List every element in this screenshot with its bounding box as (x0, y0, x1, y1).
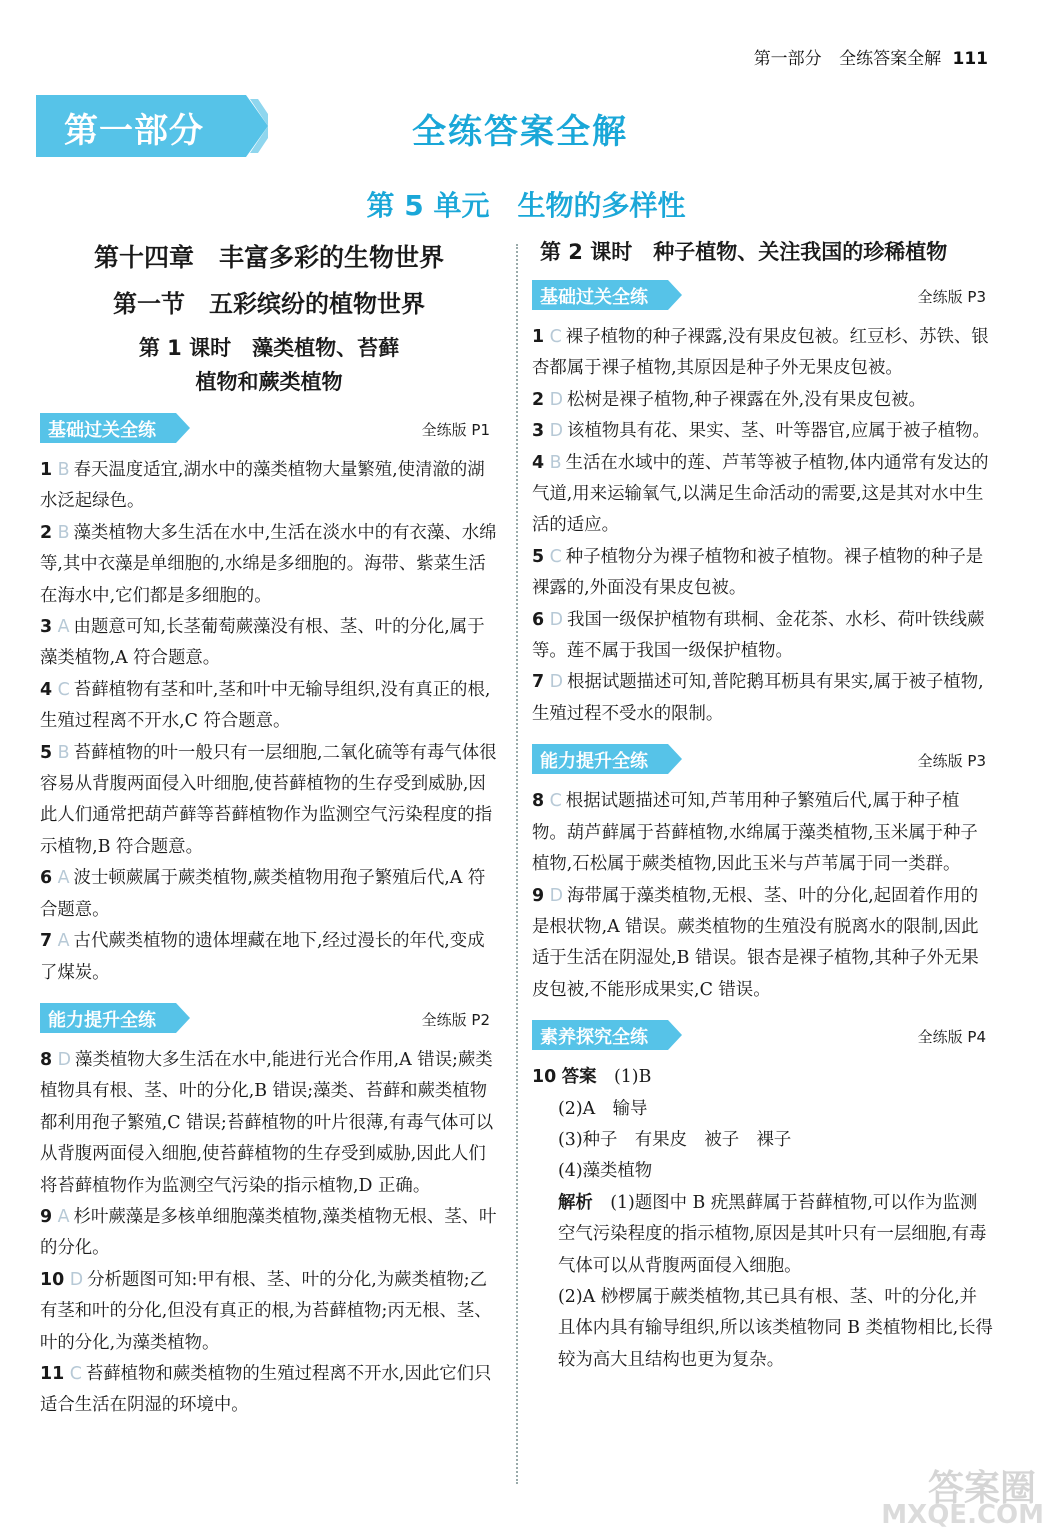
item-explanation: 波士顿蕨属于蕨类植物,蕨类植物用孢子繁殖后代,A 符合题意。 (40, 868, 486, 920)
section-page-ref: 全练版 P4 (917, 1028, 986, 1047)
answer-item (40, 612, 498, 675)
item-number: 2 (532, 389, 545, 410)
answer-letter: D (549, 885, 564, 906)
answer-line (532, 1062, 994, 1093)
item-number: 1 (532, 327, 545, 347)
item-explanation: 根据试题描述可知,芦苇用种子繁殖后代,属于种子植物。葫芦藓属于苔藓植物,水绵属于藻类植物,玉米属于种子植物,石松属于蕨类植物,因此玉米与芦苇属于同一类群。 (532, 791, 978, 875)
analysis-label: 解析 (558, 1192, 593, 1213)
section-tag-label: 素养探究全练 (540, 1027, 648, 1049)
section-tag (40, 1003, 190, 1033)
answer-part: (2)A 输导 (558, 1098, 648, 1119)
item-explanation: 根据试题描述可知,普陀鹅耳枥具有果实,属于被子植物,生殖过程不受水的限制。 (532, 672, 984, 724)
section-tag-label: 基础过关全练 (540, 287, 648, 308)
item-number: 7 (532, 672, 545, 693)
answer-item (40, 675, 498, 738)
section-page-ref: 全练版 P3 (917, 288, 986, 306)
item-number: 5 (40, 742, 53, 763)
running-header (754, 44, 988, 69)
section-tag (532, 1020, 682, 1050)
watermark-line1: 答案圈 (927, 1468, 1036, 1509)
item-explanation: 由题意可知,长茎葡萄蕨藻没有根、茎、叶的分化,属于藻类植物,A 符合题意。 (40, 617, 485, 669)
section-page-ref: 全练版 P2 (421, 1010, 490, 1029)
item-number: 1 (40, 460, 53, 480)
answer-item (40, 455, 498, 518)
column-divider (516, 244, 518, 1484)
watermark-line2: MXQE.COM (881, 1500, 1044, 1530)
answer-item-10 (532, 1062, 994, 1376)
item-explanation: 苔藓植物和蕨类植物的生殖过程离不开水,因此它们只适合生活在阴湿的环境中。 (40, 1363, 492, 1416)
item-number: 8 (532, 791, 545, 812)
item-explanation: 海带属于藻类植物,无根、茎、叶的分化,起固着作用的是根状物,A 错误。蕨类植物的生殖没有脱离水的限制,因此适于生活在阴湿处,B 错误。银杏是裸子植物,其种子外无果皮包被,不能形成果实,C 错误。 (532, 885, 979, 1000)
item-explanation: 古代蕨类植物的遗体埋藏在地下,经过漫长的年代,变成了煤炭。 (40, 931, 485, 983)
answer-item (532, 786, 994, 880)
answer-item (40, 926, 498, 989)
answer-item (40, 1265, 498, 1359)
lesson-title: 第 2 课时 种子植物、关注我国的珍稀植物 (540, 240, 948, 264)
page-number: 111 (952, 49, 988, 69)
answer-letter: C (549, 791, 562, 812)
answer-part: (1)B (613, 1067, 652, 1088)
unit-title: 第 5 单元 生物的多样性 (366, 189, 686, 222)
item-number: 6 (532, 609, 545, 630)
answer-letter: D (549, 609, 564, 630)
item-number: 6 (40, 868, 53, 889)
answer-letter: B (57, 460, 70, 480)
answer-letter: C (57, 679, 70, 700)
answer-item (532, 416, 994, 447)
answer-letter: D (549, 389, 564, 410)
section-tag (532, 280, 682, 310)
item-number: 7 (40, 931, 53, 952)
section-title: 第一节 五彩缤纷的植物世界 (113, 290, 425, 318)
item-number: 4 (40, 679, 53, 700)
item-number: 5 (532, 546, 545, 567)
item-number: 11 (40, 1363, 65, 1384)
item-explanation: 藻类植物大多生活在水中,生活在淡水中的有衣藻、水绵等,其中衣藻是单细胞的,水绵是多细胞的。海带、紫菜生活在海水中,它们都是多细胞的。 (40, 522, 497, 606)
lesson-title-line2: 植物和蕨类植物 (195, 370, 343, 394)
answer-letter: C (549, 327, 562, 347)
section-tag (40, 413, 190, 443)
item-number: 10 (40, 1269, 65, 1290)
item-explanation: 该植物具有花、果实、茎、叶等器官,应属于被子植物。 (567, 421, 990, 442)
answer-letter: D (549, 672, 564, 693)
section-tag-label: 能力提升全练 (540, 751, 648, 773)
lesson-title (40, 331, 498, 399)
answer-letter: A (57, 868, 70, 889)
answer-letter: D (549, 421, 564, 442)
answer-item (40, 1202, 498, 1265)
answer-item (532, 667, 994, 730)
answer-letter: B (57, 522, 70, 543)
answer-letter: D (57, 1049, 72, 1070)
answer-item (532, 448, 994, 542)
analysis (532, 1188, 994, 1282)
item-explanation: 裸子植物的种子裸露,没有果皮包被。红豆杉、苏铁、银杏都属于裸子植物,其原因是种子外无果皮包被。 (532, 327, 989, 379)
answer-item (40, 738, 498, 864)
right-column (532, 236, 994, 1376)
item-explanation: 藻类植物大多生活在水中,能进行光合作用,A 错误;蕨类植物具有根、茎、叶的分化,B 错误;藻类、苔藓和蕨类植物都利用孢子繁殖,C 错误;苔藓植物的叶片很薄,有毒气体可以从背腹两面侵入细胞,使苔藓植物的生存受到威胁,因此人们将苔藓植物作为监测空气污染的指示植物,D 正确。 (40, 1049, 494, 1196)
answer-item (40, 863, 498, 926)
item-explanation: 分析题图可知:甲有根、茎、叶的分化,为蕨类植物;乙有茎和叶的分化,但没有真正的根,为苔藓植物;丙无根、茎、叶的分化,为藻类植物。 (40, 1269, 492, 1353)
section-header-literacy (532, 1020, 994, 1052)
item-explanation: 我国一级保护植物有珙桐、金花茶、水杉、荷叶铁线蕨等。莲不属于我国一级保护植物。 (532, 609, 985, 662)
answer-item (40, 1045, 498, 1202)
section-header-ability (532, 744, 994, 776)
part-badge (36, 95, 268, 157)
item-number: 10 (532, 1067, 557, 1088)
section-tag-label: 基础过关全练 (48, 420, 156, 441)
item-number: 4 (532, 452, 545, 473)
part-badge-label: 第一部分 (64, 111, 204, 151)
item-number: 2 (40, 522, 53, 543)
lesson-title-line1: 第 1 课时 藻类植物、苔藓 (138, 336, 400, 360)
analysis-part: (1)题图中 B 疣黑藓属于苔藓植物,可以作为监测空气污染程度的指示植物,原因是其叶只有一层细胞,有毒气体可以从背腹两面侵入细胞。 (558, 1192, 987, 1276)
answer-item (40, 518, 498, 612)
answer-letter: B (549, 452, 562, 473)
item-number: 3 (40, 617, 53, 638)
chapter-title: 第十四章 丰富多彩的生物世界 (93, 243, 444, 272)
page-title: 全练答案全解 (412, 112, 628, 152)
answer-item (532, 605, 994, 668)
item-explanation: 苔藓植物有茎和叶,茎和叶中无输导组织,没有真正的根,生殖过程离不开水,C 符合题意。 (40, 679, 491, 732)
answer-letter: D (69, 1269, 84, 1290)
item-number: 8 (40, 1049, 53, 1070)
item-explanation: 生活在水域中的莲、芦苇等被子植物,体内通常有发达的气道,用来运输氧气,以满足生命活动的需要,这是其对水中生活的适应。 (532, 452, 989, 536)
item-number: 9 (532, 885, 545, 906)
answer-letter: A (57, 931, 70, 952)
answer-part: (4)藻类植物 (558, 1161, 653, 1182)
answer-letter: A (57, 617, 70, 638)
item-number: 9 (40, 1206, 53, 1227)
section-tag-label: 能力提升全练 (48, 1009, 156, 1031)
section-page-ref: 全练版 P3 (917, 752, 986, 771)
item-number: 3 (532, 421, 545, 442)
section-header-basic (532, 280, 994, 312)
answer-letter: B (57, 742, 70, 763)
answer-item (40, 1359, 498, 1422)
answer-item (532, 385, 994, 416)
answer-letter: C (69, 1363, 82, 1384)
section-tag (532, 744, 682, 774)
answer-item (532, 542, 994, 605)
answer-letter: A (57, 1206, 70, 1227)
section-page-ref: 全练版 P1 (421, 421, 490, 439)
header-part: 第一部分 (753, 49, 822, 69)
left-column (40, 236, 498, 1422)
answer-label: 答案 (561, 1067, 597, 1088)
item-explanation: 杉叶蕨藻是多核单细胞藻类植物,藻类植物无根、茎、叶的分化。 (40, 1206, 497, 1259)
item-explanation: 种子植物分为裸子植物和被子植物。裸子植物的种子是裸露的,外面没有果皮包被。 (532, 546, 984, 599)
answer-letter: C (549, 546, 562, 567)
item-explanation: 松树是裸子植物,种子裸露在外,没有果皮包被。 (567, 389, 926, 410)
answer-part: (3)种子 有果皮 被子 裸子 (558, 1129, 792, 1150)
watermark (881, 1460, 1044, 1530)
item-explanation: 春天温度适宜,湖水中的藻类植物大量繁殖,使清澈的湖水泛起绿色。 (40, 460, 485, 512)
section-header-ability (40, 1003, 498, 1035)
answer-item (532, 881, 994, 1007)
section-header-basic (40, 413, 498, 445)
answer-item (532, 322, 994, 385)
header-title: 全练答案全解 (839, 49, 942, 69)
analysis-part: (2)A 桫椤属于蕨类植物,其已具有根、茎、叶的分化,并且体内具有输导组织,所以该类植物同 B 类植物相比,长得较为高大且结构也更为复杂。 (558, 1286, 993, 1370)
item-explanation: 苔藓植物的叶一般只有一层细胞,二氧化硫等有毒气体很容易从背腹两面侵入叶细胞,使苔藓植物的生存受到威胁,因此人们通常把葫芦藓等苔藓植物作为监测空气污染程度的指示植物,B 符合题意。 (40, 742, 497, 857)
